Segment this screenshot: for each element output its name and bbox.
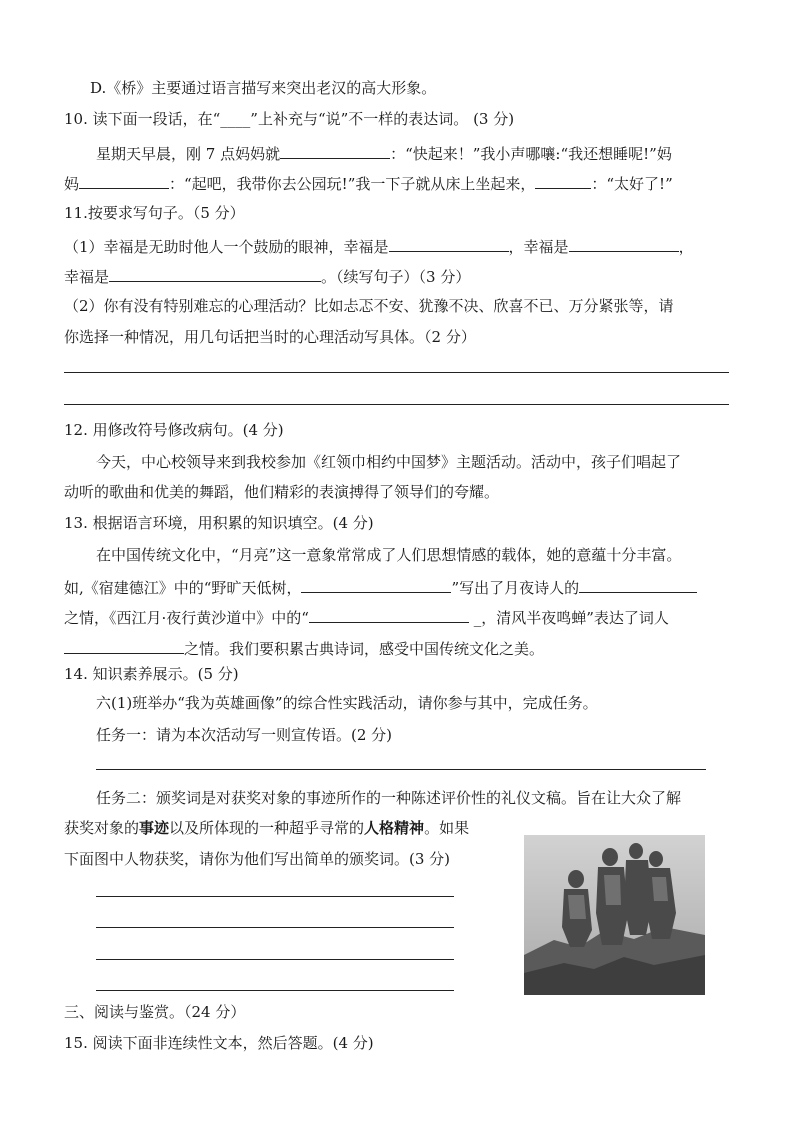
q10-title-blank: ____ <box>220 110 251 128</box>
q15-title: 15. 阅读下面非连续性文本，然后答题。(4 分) <box>64 1034 374 1052</box>
q10-line1-b: ：“快起来！”我小声哪嚷:“我还想睡呢!”妈 <box>390 145 672 163</box>
q12-para-line1: 今天，中心校领导来到我校参加《红领巾相约中国梦》主题活动。活动中，孩子们唱起了 <box>96 453 682 471</box>
q11-s1-a: （1）幸福是无助时他人一个鼓励的眼神，幸福是 <box>64 238 389 256</box>
q13-blank-3[interactable] <box>309 606 469 623</box>
q14-task2-line3: 下面图中人物获奖，请你为他们写出简单的颁奖词。(3 分) <box>64 850 451 868</box>
q10-blank-1[interactable] <box>280 142 390 159</box>
q11-answer-line-1[interactable] <box>64 372 729 373</box>
q10-line1 <box>96 142 672 164</box>
q10-line2-b: ：“起吧，我带你去公园玩!”我一下子就从床上坐起来， <box>169 175 536 193</box>
q11-s1-d: 幸福是 <box>64 268 110 286</box>
q13-p2-a: 如,《宿建德江》中的“野旷天低树， <box>64 579 302 597</box>
q14-task2-answer-line-2[interactable] <box>96 927 454 928</box>
q11-s1-e: 。（续写句子）（3 分） <box>321 268 471 286</box>
q11-s2-line1: （2）你有没有特别难忘的心理活动？比如忐忑不安、犹豫不决、欣喜不已、万分紧张等，请 <box>64 297 674 315</box>
q10-line1-a: 星期天早晨，刚 7 点妈妈就 <box>96 145 281 163</box>
q11-s1 <box>64 235 694 257</box>
q14-keyword-deeds: 事迹 <box>139 819 170 837</box>
q11-s1-c: ， <box>678 238 694 256</box>
q13-para-line2 <box>64 576 697 598</box>
q14-task2-line2 <box>64 818 469 838</box>
q13-title: 13. 根据语言环境，用积累的知识填空。(4 分) <box>64 514 374 532</box>
q10-title-pre: 10. 读下面一段话，在“ <box>64 110 221 128</box>
q13-para-line4 <box>64 637 544 659</box>
q14-task2-line1: 任务二：颁奖词是对获奖对象的事迹所作的一种陈述评价性的礼仪文稿。旨在让大众了解 <box>96 789 682 807</box>
q11-s2-line2: 你选择一种情况，用几句话把当时的心理活动写具体。（2 分） <box>64 328 476 346</box>
q10-title <box>64 109 514 129</box>
q14-task2-answer-line-4[interactable] <box>96 990 454 991</box>
q10-blank-2[interactable] <box>79 172 169 189</box>
q14-task2-answer-line-1[interactable] <box>96 896 454 897</box>
hero-statue-photo <box>524 835 705 995</box>
q10-line2-c: ：“太好了!” <box>591 175 673 193</box>
q11-s1-cont <box>64 265 470 287</box>
q10-line2-a: 妈 <box>64 175 80 193</box>
q13-p4: 之情。我们要积累古典诗词，感受中国传统文化之美。 <box>184 640 545 658</box>
q13-blank-1[interactable] <box>301 576 451 593</box>
section-3-heading: 三、阅读与鉴赏。（24 分） <box>64 1003 246 1021</box>
q10-title-post: ”上补充与“说”不一样的表达词。 (3 分) <box>250 110 515 128</box>
q14-task2-b1: 获奖对象的 <box>64 819 140 837</box>
q14-title: 14. 知识素养展示。(5 分) <box>64 665 239 683</box>
q14-keyword-spirit: 人格精神 <box>364 819 425 837</box>
q14-task2-b5: 。如果 <box>424 819 470 837</box>
q14-intro: 六(1)班举办“我为英雄画像”的综合性实践活动，请你参与其中，完成任务。 <box>96 694 598 712</box>
hero-statue-image <box>524 835 705 995</box>
option-d: D.《桥》主要通过语言描写来突出老汉的高大形象。 <box>90 79 437 97</box>
q13-para-line1: 在中国传统文化中，“月亮”这一意象常常成了人们思想情感的载体，她的意蕴十分丰富。 <box>96 546 682 564</box>
q11-s1-b: ，幸福是 <box>508 238 569 256</box>
q14-task2-b3: 以及所体现的一种超乎寻常的 <box>169 819 365 837</box>
q12-title: 12. 用修改符号修改病句。(4 分) <box>64 421 284 439</box>
q13-p3-b: _，清风半夜鸣蝉”表达了词人 <box>468 609 669 627</box>
q11-blank-3[interactable] <box>109 265 321 282</box>
q10-line2 <box>64 172 673 194</box>
q11-blank-1[interactable] <box>389 235 509 252</box>
q11-title: 11.按要求写句子。（5 分） <box>64 204 245 222</box>
q13-blank-4[interactable] <box>64 637 184 654</box>
q12-para-line2: 动听的歌曲和优美的舞蹈，他们精彩的表演搏得了领导们的夸耀。 <box>64 483 500 501</box>
q11-blank-2[interactable] <box>569 235 679 252</box>
q10-blank-3[interactable] <box>535 172 591 189</box>
q14-task1-answer-line[interactable] <box>96 769 706 770</box>
q13-p3-a: 之情，《西江月·夜行黄沙道中》中的“ <box>64 609 309 627</box>
q11-answer-line-2[interactable] <box>64 404 729 405</box>
q14-task2-answer-line-3[interactable] <box>96 959 454 960</box>
q13-para-line3 <box>64 606 669 628</box>
q13-blank-2[interactable] <box>579 576 697 593</box>
q14-task1: 任务一：请为本次活动写一则宣传语。(2 分) <box>96 726 393 744</box>
q13-p2-b: ”写出了月夜诗人的 <box>451 579 580 597</box>
